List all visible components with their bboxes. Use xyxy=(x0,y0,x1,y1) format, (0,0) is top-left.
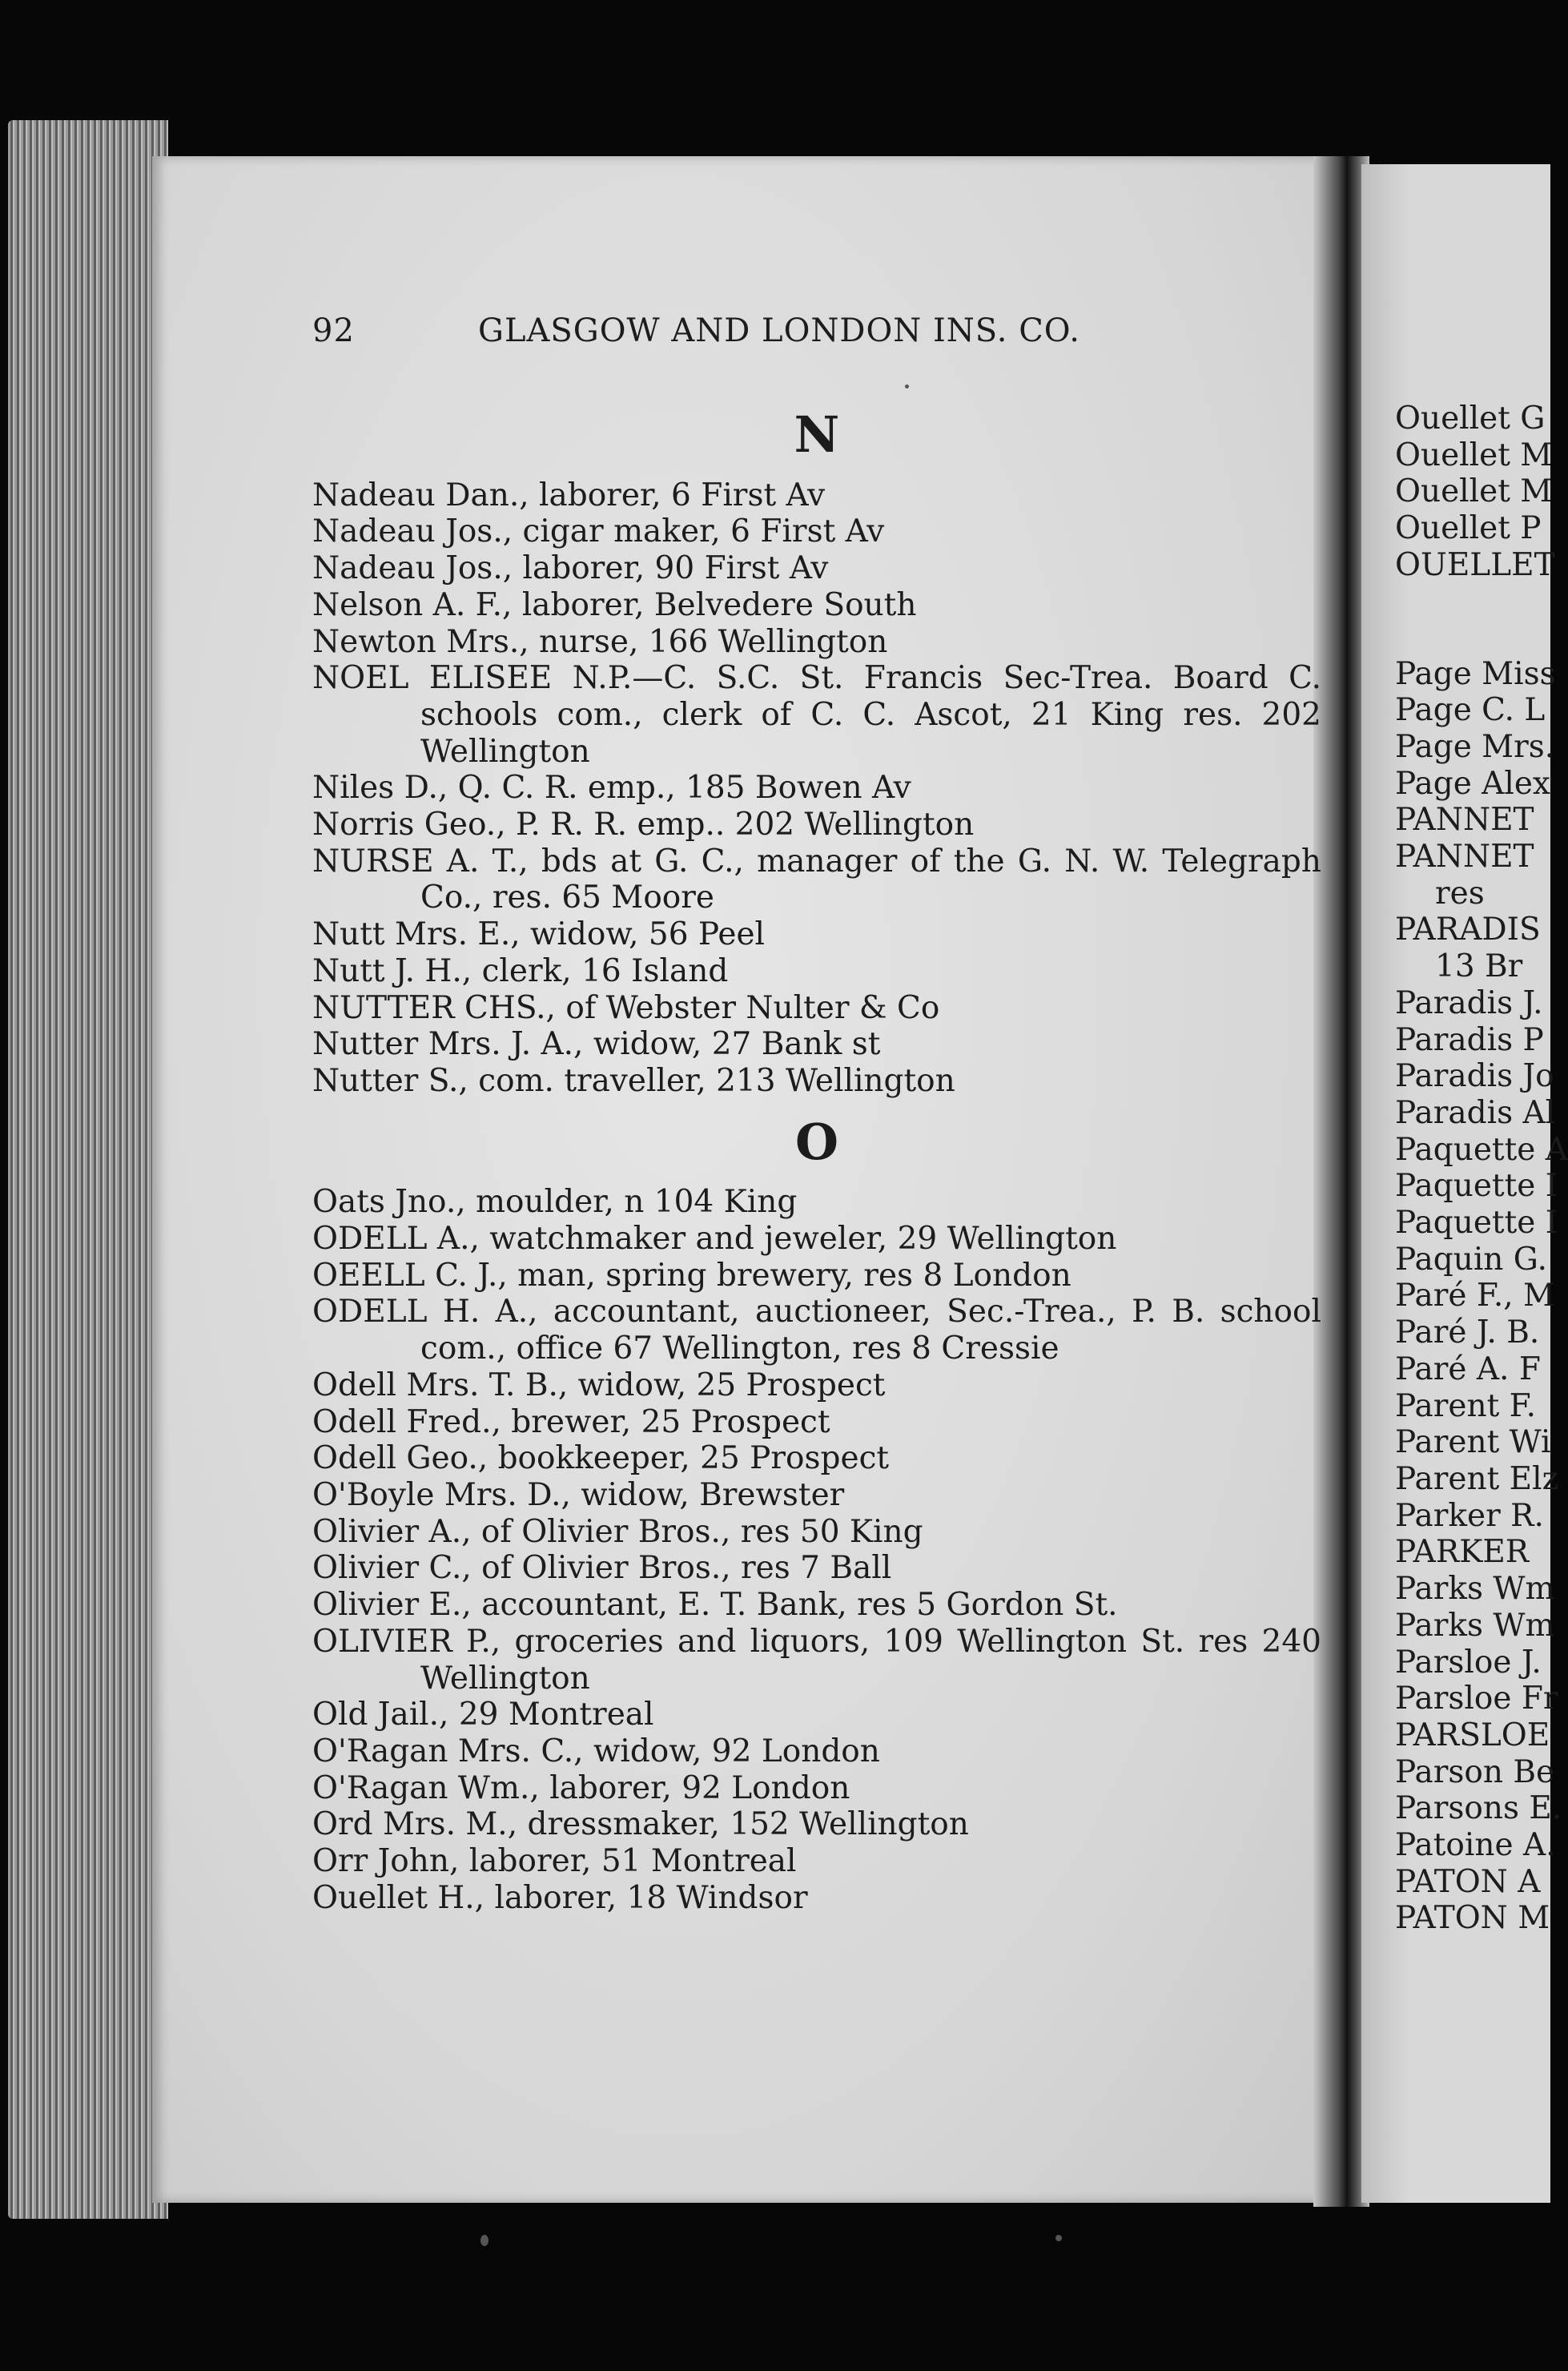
directory-entry: Nadeau Dan., laborer, 6 First Av xyxy=(312,477,826,513)
directory-entry: Ord Mrs. M., dressmaker, 152 Wellington xyxy=(312,1806,969,1843)
right-page-entry-fragment: Paré A. F xyxy=(1395,1351,1541,1387)
directory-entry: Nadeau Jos., laborer, 90 First Av xyxy=(312,550,829,587)
right-page-group-1 xyxy=(1395,401,1568,584)
directory-entry: ODELL A., watchmaker and jeweler, 29 Wellington xyxy=(312,1221,1117,1258)
right-page-entry-fragment: Parent Elz xyxy=(1395,1460,1559,1497)
directory-entry: Norris Geo., P. R. R. emp.. 202 Wellington xyxy=(312,807,975,843)
directory-entry: O'Ragan Mrs. C., widow, 92 London xyxy=(312,1733,880,1769)
ink-speck xyxy=(480,2235,488,2246)
right-page-entry-fragment: Ouellet G xyxy=(1395,401,1546,437)
directory-entry: Nutter S., com. traveller, 213 Wellington xyxy=(312,1062,955,1099)
directory-entry: Nelson A. F., laborer, Belvedere South xyxy=(312,586,917,623)
right-page-entry-fragment: Paradis Al xyxy=(1395,1094,1556,1131)
section-letter-o: O xyxy=(794,1112,838,1171)
directory-entry: Odell Mrs. T. B., widow, 25 Prospect xyxy=(312,1367,886,1403)
page-number: 92 xyxy=(312,312,355,349)
directory-entry: Olivier A., of Olivier Bros., res 50 King xyxy=(312,1513,923,1550)
directory-entry: NUTTER CHS., of Webster Nulter & Co xyxy=(312,989,940,1026)
directory-entry: O'Boyle Mrs. D., widow, Brewster xyxy=(312,1476,845,1513)
right-page-entry-fragment: Paradis J. xyxy=(1395,984,1543,1021)
section-letter-n: N xyxy=(794,405,840,464)
right-page-entry-fragment: PARKER xyxy=(1395,1534,1530,1571)
right-page-entry-fragment: Paradis Jo xyxy=(1395,1058,1554,1095)
right-page-entry-fragment: Paquin G. xyxy=(1395,1241,1547,1278)
directory-entry: NURSE A. T., bds at G. C., manager of the G. N. W. Telegraph Co., res. 65 Moore xyxy=(312,843,1321,916)
right-page-entry-fragment: PATON A xyxy=(1395,1863,1541,1900)
ink-speck xyxy=(1055,2235,1062,2241)
right-page-entry-fragment: Page Miss xyxy=(1395,655,1556,692)
right-page-entry-fragment: PARADIS xyxy=(1395,912,1541,948)
right-page-entry-fragment: Paré F., M xyxy=(1395,1278,1555,1314)
right-page-entry-fragment: Paquette I xyxy=(1395,1205,1558,1242)
right-page-entry-fragment: Page Mrs. xyxy=(1395,728,1555,765)
running-title: GLASGOW AND LONDON INS. CO. xyxy=(478,312,1080,349)
right-page-group-2 xyxy=(1395,656,1568,1938)
right-page-entry-fragment: res xyxy=(1435,875,1485,912)
directory-entry: OEELL C. J., man, spring brewery, res 8 London xyxy=(312,1257,1071,1294)
entry-list-o xyxy=(312,1184,1321,1916)
directory-entry: Old Jail., 29 Montreal xyxy=(312,1697,654,1733)
right-page-entry-fragment: Paquette I xyxy=(1395,1168,1558,1205)
right-page-entry-fragment: PANNET xyxy=(1395,839,1534,876)
right-page-entry-fragment: Paradis P xyxy=(1395,1021,1544,1058)
directory-entry: O'Ragan Wm., laborer, 92 London xyxy=(312,1769,850,1806)
section-n xyxy=(312,405,1321,1916)
book-page-edges xyxy=(8,120,168,2219)
right-page-column xyxy=(1395,401,1568,1937)
right-page-entry-fragment: Paquette A xyxy=(1395,1131,1568,1168)
right-page-entry-fragment: PARSLOE xyxy=(1395,1717,1550,1753)
right-page-entry-fragment: Parker R. xyxy=(1395,1497,1544,1534)
right-page-entry-fragment: Ouellet M xyxy=(1395,473,1553,510)
directory-entry: Niles D., Q. C. R. emp., 185 Bowen Av xyxy=(312,770,911,807)
directory-entry: Nutter Mrs. J. A., widow, 27 Bank st xyxy=(312,1026,881,1063)
directory-entry: Newton Mrs., nurse, 166 Wellington xyxy=(312,623,888,660)
directory-entry: Odell Fred., brewer, 25 Prospect xyxy=(312,1403,830,1440)
right-page-entry-fragment: Parsloe J. xyxy=(1395,1644,1542,1681)
directory-entry: Olivier C., of Olivier Bros., res 7 Ball xyxy=(312,1550,892,1587)
directory-entry: Nutt J. H., clerk, 16 Island xyxy=(312,952,729,989)
directory-entry: Ouellet H., laborer, 18 Windsor xyxy=(312,1879,808,1916)
right-page-entry-fragment: Ouellet M xyxy=(1395,437,1553,473)
right-page-entry-fragment: Page C. L xyxy=(1395,692,1546,729)
entry-list-n xyxy=(312,477,1321,1100)
directory-entry: ODELL H. A., accountant, auctioneer, Sec.-Trea., P. B. school com., office 67 Wellington, res 8 Cressie xyxy=(312,1294,1321,1367)
directory-entry: Odell Geo., bookkeeper, 25 Prospect xyxy=(312,1440,890,1477)
right-page-entry-fragment: Parks Wm xyxy=(1395,1571,1555,1608)
directory-entry: Orr John, laborer, 51 Montreal xyxy=(312,1843,797,1880)
directory-entry: Oats Jno., moulder, n 104 King xyxy=(312,1184,798,1221)
right-page-entry-fragment: 13 Br xyxy=(1435,948,1523,985)
right-page-entry-fragment: Patoine A. xyxy=(1395,1827,1556,1864)
right-page-entry-fragment: Parent F. xyxy=(1395,1387,1537,1424)
right-page-entry-fragment: Paré J. B. xyxy=(1395,1314,1540,1351)
right-page-entry-fragment: OUELLET xyxy=(1395,546,1555,583)
right-page-entry-fragment: Parsons E. xyxy=(1395,1790,1562,1827)
right-page-entry-fragment: Ouellet P xyxy=(1395,510,1542,547)
right-page-entry-fragment: Parson Be xyxy=(1395,1753,1555,1790)
ink-speck xyxy=(905,384,909,388)
directory-entry: Nutt Mrs. E., widow, 56 Peel xyxy=(312,916,766,953)
right-page-entry-fragment: Parsloe Fr xyxy=(1395,1681,1558,1717)
right-page-entry-fragment: PATON M xyxy=(1395,1900,1550,1937)
right-page-entry-fragment: Parks Wm xyxy=(1395,1607,1555,1644)
directory-entry: OLIVIER P., groceries and liquors, 109 Wellington St. res 240 Wellington xyxy=(312,1623,1321,1697)
directory-entry: Olivier E., accountant, E. T. Bank, res 5 Gordon St. xyxy=(312,1587,1118,1624)
directory-entry: Nadeau Jos., cigar maker, 6 First Av xyxy=(312,513,885,550)
directory-entry: NOEL ELISEE N.P.—C. S.C. St. Francis Sec-Trea. Board C. schools com., clerk of C. C. Ascot, 21 King res. 202 Wellington xyxy=(312,660,1321,770)
right-page-entry-fragment: Page Alex xyxy=(1395,765,1550,802)
right-page-entry-fragment: Parent Wi xyxy=(1395,1424,1551,1461)
right-page-entry-fragment: PANNET xyxy=(1395,802,1534,839)
